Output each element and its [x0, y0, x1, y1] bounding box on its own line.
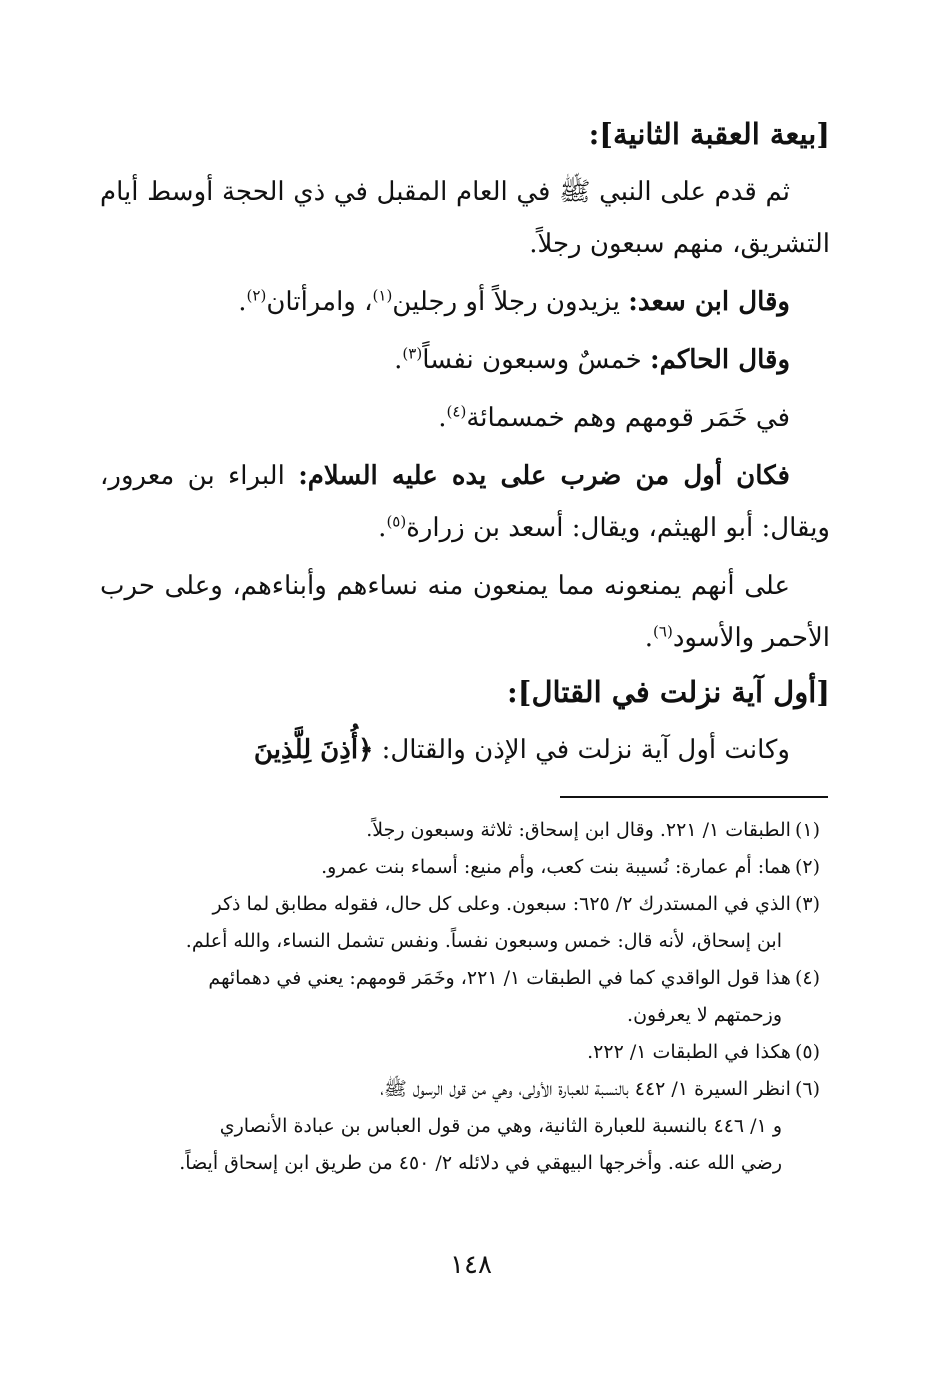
paragraph-ibn-saad [100, 276, 830, 328]
footnote-text: الذي في المستدرك ٢/ ٦٢٥: سبعون. وعلى كل حال، فقوله مطابق لما ذكر [212, 893, 791, 915]
paragraph-protection [100, 560, 830, 664]
footnote-ref-1[interactable]: (١) [372, 286, 393, 305]
footnote-text: هما: أم عمارة: نُسيبة بنت كعب، وأم منيع: أسماء بنت عمرو. [321, 856, 791, 878]
text-segment: . [644, 623, 654, 653]
footnote-4 [100, 960, 820, 1034]
text-segment: يزيدون رجلاً أو رجلين [392, 287, 629, 317]
footnote-1 [100, 812, 820, 849]
footnote-ref-3[interactable]: (٣) [402, 344, 423, 363]
footnote-5 [100, 1034, 820, 1071]
paragraph-khamar [100, 392, 830, 444]
text-segment: . [438, 403, 447, 433]
footnote-continuation: و ١/ ٤٤٦ بالنسبة للعبارة الثانية، وهي من قول العباس بن عبادة الأنصاري [219, 1115, 782, 1137]
footnote-continuation: ابن إسحاق، لأنه قال: خمس وسبعون نفساً. ونفس تشمل النساء، والله أعلم. [185, 930, 782, 952]
footnote-text: الطبقات ١/ ٢٢١. وقال ابن إسحاق: ثلاثة وسبعون رجلاً. [366, 819, 791, 841]
footnote-text: هكذا في الطبقات ١/ ٢٢٢. [587, 1041, 791, 1063]
footnote-number: (٤) [794, 967, 820, 989]
footnote-text: انظر السيرة ١/ ٤٤٢ بالنسبة للعبارة الأولى، وهي من قول الرسول ﷺ، [380, 1078, 791, 1100]
footnote-divider [560, 796, 828, 798]
footnote-number: (١) [794, 819, 820, 841]
footnotes [100, 812, 820, 1182]
footnote-3 [100, 886, 820, 960]
quran-quote: ﴿أُذِنَ لِلَّذِينَ [253, 735, 374, 765]
footnote-number: (٢) [794, 856, 820, 878]
footnote-continuation: رضي الله عنه. وأخرجها البيهقي في دلائله ٢/ ٤٥٠ من طريق ابن إسحاق أيضاً. [179, 1152, 782, 1174]
footnote-ref-6[interactable]: (٦) [653, 622, 673, 641]
footnote-number: (٣) [794, 893, 820, 915]
text-segment: وكانت أول آية نزلت في الإذن والقتال: [373, 735, 790, 765]
paragraph-arrival: ثم قدم على النبي ﷺ في العام المقبل في ذي الحجة أوسط أيام التشريق، منهم سبعون رجلاً. [100, 177, 830, 259]
text-segment: ، وامرأتان [266, 287, 373, 317]
footnote-number: (٦) [794, 1078, 820, 1100]
text-segment: . [378, 513, 387, 543]
main-text [100, 112, 830, 782]
text-segment: البراء بن معرور، ويقال: أبو الهيثم، ويقال: أسعد بن زرارة [100, 461, 830, 543]
footnote-6 [100, 1071, 820, 1182]
text-segment: في خَمَر قومهم وهم خمسمائة [466, 403, 790, 433]
text-segment: . [394, 345, 403, 375]
footnote-ref-2[interactable]: (٢) [246, 286, 267, 305]
paragraph-hakim [100, 334, 830, 386]
text-segment: خمسٌ وسبعون نفساً [422, 345, 651, 375]
speaker-ibn-saad: وقال ابن سعد: [628, 287, 790, 317]
paragraph-first-verse [100, 724, 830, 776]
page-number: ١٤٨ [450, 1250, 492, 1280]
footnote-continuation: وزحمتهم لا يعرفون. [627, 1004, 782, 1026]
paragraph-first-pledge [100, 450, 830, 554]
footnote-text: هذا قول الواقدي كما في الطبقات ١/ ٢٢١، وخَمَر قومهم: يعني في دهمائهم [208, 967, 791, 989]
first-pledge-bold: فكان أول من ضرب على يده عليه السلام: [298, 461, 790, 491]
section-heading-second-aqaba: [بيعة العقبة الثانية]: [588, 117, 830, 151]
footnote-number: (٥) [794, 1041, 820, 1063]
speaker-hakim: وقال الحاكم: [650, 345, 790, 375]
footnote-ref-4[interactable]: (٤) [446, 402, 467, 421]
footnote-ref-5[interactable]: (٥) [386, 512, 407, 531]
section-heading-first-verse: [أول آية نزلت في القتال]: [507, 675, 830, 709]
footnote-2 [100, 849, 820, 886]
text-segment: على أنهم يمنعونه مما يمنعون منه نساءهم وأبناءهم، وعلى حرب الأحمر والأسود [100, 571, 830, 653]
text-segment: . [238, 287, 247, 317]
